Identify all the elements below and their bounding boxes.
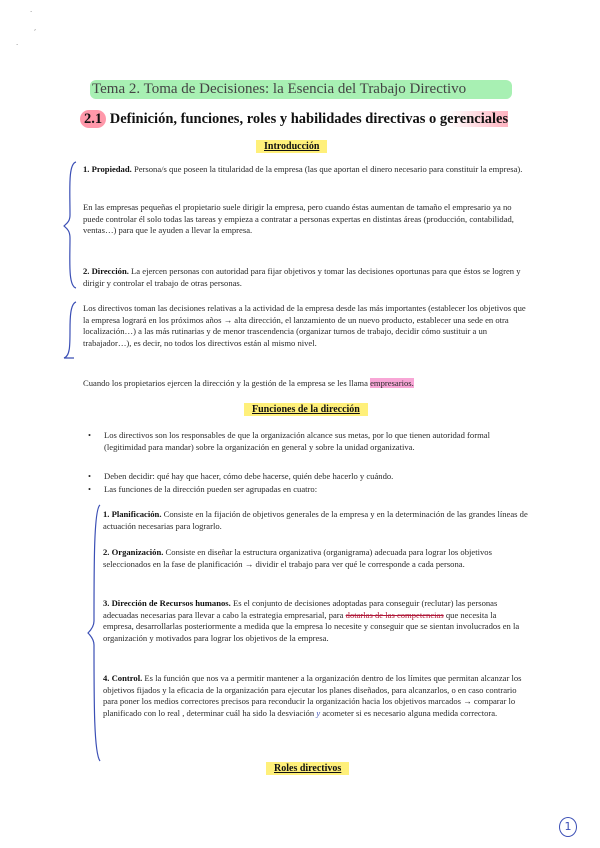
section-number: 2.1: [80, 110, 106, 128]
bullet-text: Deben decidir: qué hay que hacer, cómo debe hacerse, quién debe hacerlo y cuándo.: [104, 471, 394, 481]
planificacion-item: [103, 509, 528, 532]
organizacion-text: Consiste en diseñar la estructura organizativa (organigrama) adecuada para lograr los objetivos seleccionados en la fase de planificación → dividir el trabajo para ver qué le corresponde a cada persona.: [103, 547, 492, 569]
scan-mark: ,: [34, 24, 37, 32]
section-heading: [80, 108, 520, 130]
scan-mark: ·: [16, 41, 19, 49]
propiedad-label: 1. Propiedad.: [83, 164, 132, 174]
directivos-paragraph: Los directivos toman las decisiones relativas a la actividad de la empresa desde las más importantes (establecer los objetivos que la empresa logrará en los próximos años → alta dirección, el lanzamiento de un nuevo producto, establecer una sede en otra localización…) a las más rutinarias y de menor trascendencia (organizar turnos de trabajo, decidir cómo sustituir a un trabajador…), es decir, no todos los directivos están al mismo nivel.: [83, 303, 526, 348]
scan-mark: ·: [30, 8, 33, 16]
rrhh-text-before: Es el conjunto de decisiones adoptadas para conseguir (reclutar) las personas adecuadas necesarias para llevar a cabo la estrategia empresarial, para: [103, 598, 498, 620]
propiedad-text: Persona/s que poseen la titularidad de la empresa (las que aportan el dinero necesario para constituir la empresa).: [131, 164, 523, 174]
direccion-label: 2. Dirección.: [83, 266, 129, 276]
document-title: Tema 2. Toma de Decisiones: la Esencia del Trabajo Directivo: [90, 80, 512, 99]
introduccion-heading: Introducción: [256, 140, 327, 153]
organizacion-item: [103, 547, 528, 570]
bullet-text: Las funciones de la dirección pueden ser agrupadas en cuatro:: [104, 484, 318, 494]
cuando-text: Cuando los propietarios ejercen la dirección y la gestión de la empresa se les llama: [83, 378, 371, 388]
control-item: [103, 673, 528, 719]
funciones-heading: Funciones de la dirección: [244, 403, 368, 416]
bullet-item: • Deben decidir: qué hay que hacer, cómo debe hacerse, quién debe hacerlo y cuándo.: [88, 471, 528, 483]
section-title: Definición, funciones, roles y habilidades directivas o gerenciales: [109, 111, 509, 127]
bullet-item: • Las funciones de la dirección pueden ser agrupadas en cuatro:: [88, 484, 528, 496]
control-label: 4. Control.: [103, 673, 143, 683]
pequenas-paragraph: En las empresas pequeñas el propietario suele dirigir la empresa, pero cuando éstas aumentan de tamaño el empresario ya no puede controlar él solo todas las tareas y empieza a contratar a personas expertas en distintas áreas (producción, contabilidad, ventas…) para que le ayuden a llevar la empresa.: [83, 202, 514, 236]
rrhh-struck-text: dotarlas de las competencias: [345, 609, 444, 620]
planificacion-text: Consiste en la fijación de objetivos generales de la empresa y en la determinación de las grandes líneas de actuación necesarias para lograrlo.: [103, 509, 528, 531]
bullet-item: • Los directivos son los responsables de que la organización alcance sus metas, por lo que tienen autoridad formal (legitimidad para mandar) sobre la organización en general y sobre la unidad organizativa.: [88, 430, 528, 466]
left-brace-intro: [62, 160, 82, 290]
organizacion-label: 2. Organización.: [103, 547, 164, 557]
planificacion-label: 1. Planificación.: [103, 509, 162, 519]
rrhh-label: 3. Dirección de Recursos humanos.: [103, 598, 231, 608]
cuando-paragraph: [83, 378, 528, 390]
rrhh-item: [103, 598, 528, 644]
left-brace-directivos: [62, 300, 82, 362]
control-text-after: acometer si es necesario alguna medida correctora.: [322, 707, 498, 718]
direccion-text: La ejercen personas con autoridad para fijar objetivos y tomar las decisiones oportunas para que éstos se logren y dirigir y controlar el trabajo de otras personas.: [83, 266, 521, 288]
page-number: 1: [559, 817, 577, 837]
bullet-text: Los directivos son los responsables de que la organización alcance sus metas, por lo que tienen autoridad formal (legitimidad para mandar) sobre la organización en general y sobre la unidad organizativa.: [104, 430, 490, 452]
roles-heading: Roles directivos: [266, 762, 349, 775]
handwritten-conjunction: y: [314, 707, 323, 718]
direccion-paragraph: [83, 266, 528, 289]
rrhh-text-after: que necesita la empresa, desarrollarlas posteriormente a medida que la empresa lo necesite y conseguir que se sientan involucrados en la organización y motivados para lograr los objetivos de la empresa.: [103, 609, 520, 643]
empresarios-highlight: empresarios.: [370, 378, 414, 388]
control-text-before: Es la función que nos va a permitir mantener a la organización dentro de los límites que permitan alcanzar los objetivos fijados y la eficacia de la organización para ejecutar los planes diseñados, para alcanzarlos, o en caso contrario para poner los medios correctores precisos para reconducir la organización hacia los objetivos marcados → comparar lo planificado con lo real , determinar cuál ha sido la desviación: [103, 673, 522, 718]
propiedad-paragraph: [83, 164, 528, 176]
